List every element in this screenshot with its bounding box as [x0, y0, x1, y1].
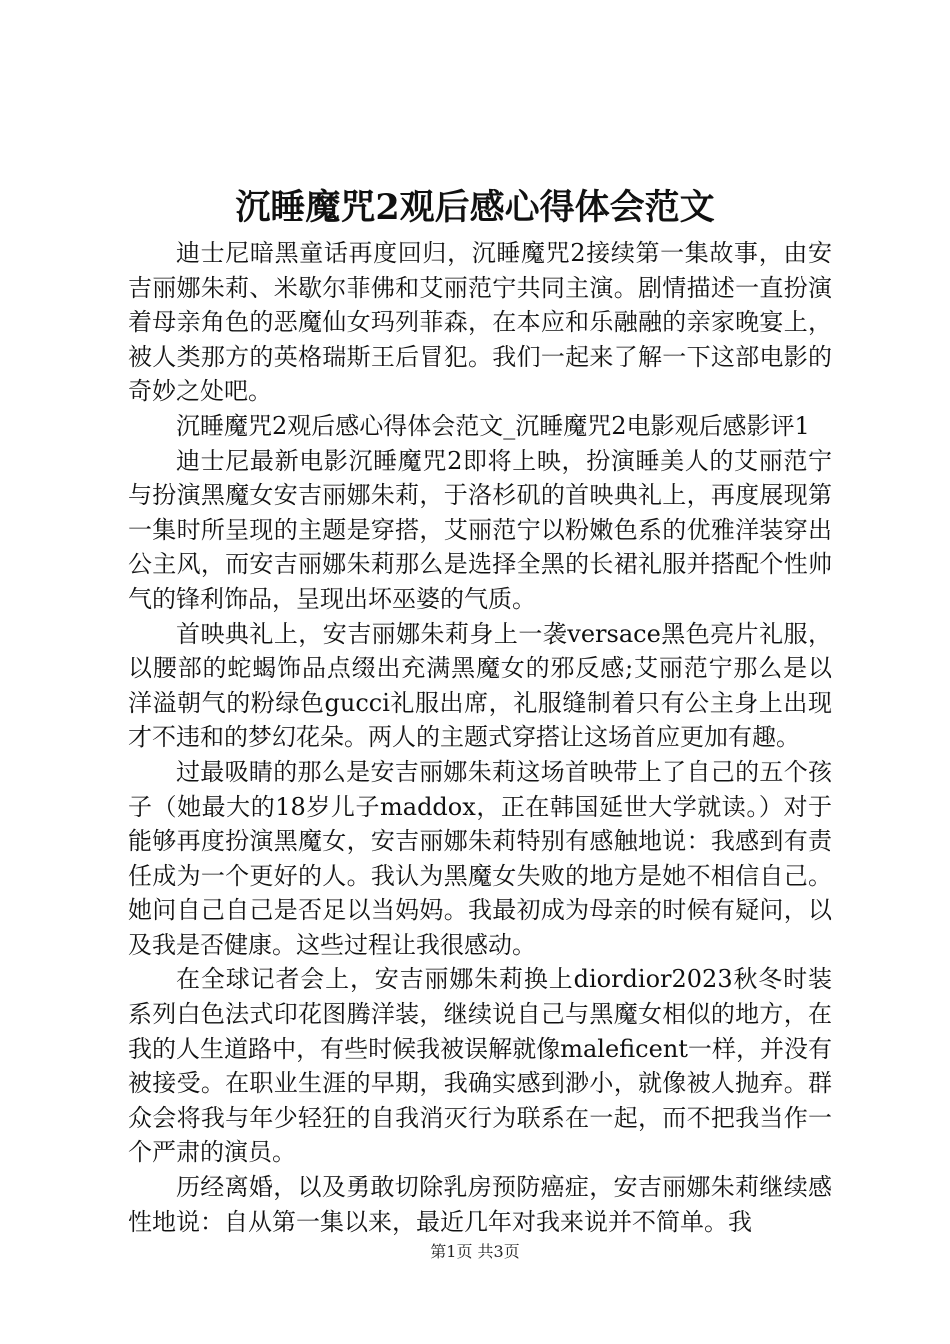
page-number-footer: 第1页 共3页	[430, 1242, 520, 1261]
paragraph: 过最吸睛的那么是安吉丽娜朱莉这场首映带上了自己的五个孩子（她最大的18岁儿子maddox，正在韩国延世大学就读。）对于能够再度扮演黑魔女，安吉丽娜朱莉特别有感触地说：我感到有责任成为一个更好的人。我认为黑魔女失败的地方是她不相信自己。她问自己自己是否足以当妈妈。我最初成为母亲的时候有疑问，以及我是否健康。这些过程让我很感动。	[128, 757, 832, 959]
document-title: 沉睡魔咒2观后感心得体会范文	[235, 187, 715, 228]
paragraph: 迪士尼暗黑童话再度回归，沉睡魔咒2接续第一集故事，由安吉丽娜朱莉、米歇尔菲佛和艾丽范宁共同主演。剧情描述一直扮演着母亲角色的恶魔仙女玛列菲森，在本应和乐融融的亲家晚宴上，被人类那方的英格瑞斯王后冒犯。我们一起来了解一下这部电影的奇妙之处吧。	[128, 239, 832, 406]
paragraph: 历经离婚，以及勇敢切除乳房预防癌症，安吉丽娜朱莉继续感性地说：自从第一集以来，最近几年对我来说并不简单。我	[128, 1173, 832, 1236]
paragraph: 迪士尼最新电影沉睡魔咒2即将上映，扮演睡美人的艾丽范宁与扮演黑魔女安吉丽娜朱莉，于洛杉矶的首映典礼上，再度展现第一集时所呈现的主题是穿搭，艾丽范宁以粉嫩色系的优雅洋装穿出公主风，而安吉丽娜朱莉那么是选择全黑的长裙礼服并搭配个性帅气的锋利饰品，呈现出坏巫婆的气质。	[128, 446, 832, 613]
paragraph: 沉睡魔咒2观后感心得体会范文_沉睡魔咒2电影观后感影评1	[176, 411, 810, 440]
document-body	[128, 236, 832, 1239]
paragraph: 在全球记者会上，安吉丽娜朱莉换上diordior2023秋冬时装系列白色法式印花图腾洋装，继续说自己与黑魔女相似的地方，在我的人生道路中，有些时候我被误解就像maleficent一样，并没有被接受。在职业生涯的早期，我确实感到渺小，就像被人抛弃。群众会将我与年少轻狂的自我消灭行为联系在一起，而不把我当作一个严肃的演员。	[128, 965, 832, 1167]
paragraph: 首映典礼上，安吉丽娜朱莉身上一袭versace黑色亮片礼服，以腰部的蛇蝎饰品点缀出充满黑魔女的邪反感;艾丽范宁那么是以洋溢朝气的粉绿色gucci礼服出席，礼服缝制着只有公主身上出现才不违和的梦幻花朵。两人的主题式穿搭让这场首应更加有趣。	[128, 619, 832, 752]
